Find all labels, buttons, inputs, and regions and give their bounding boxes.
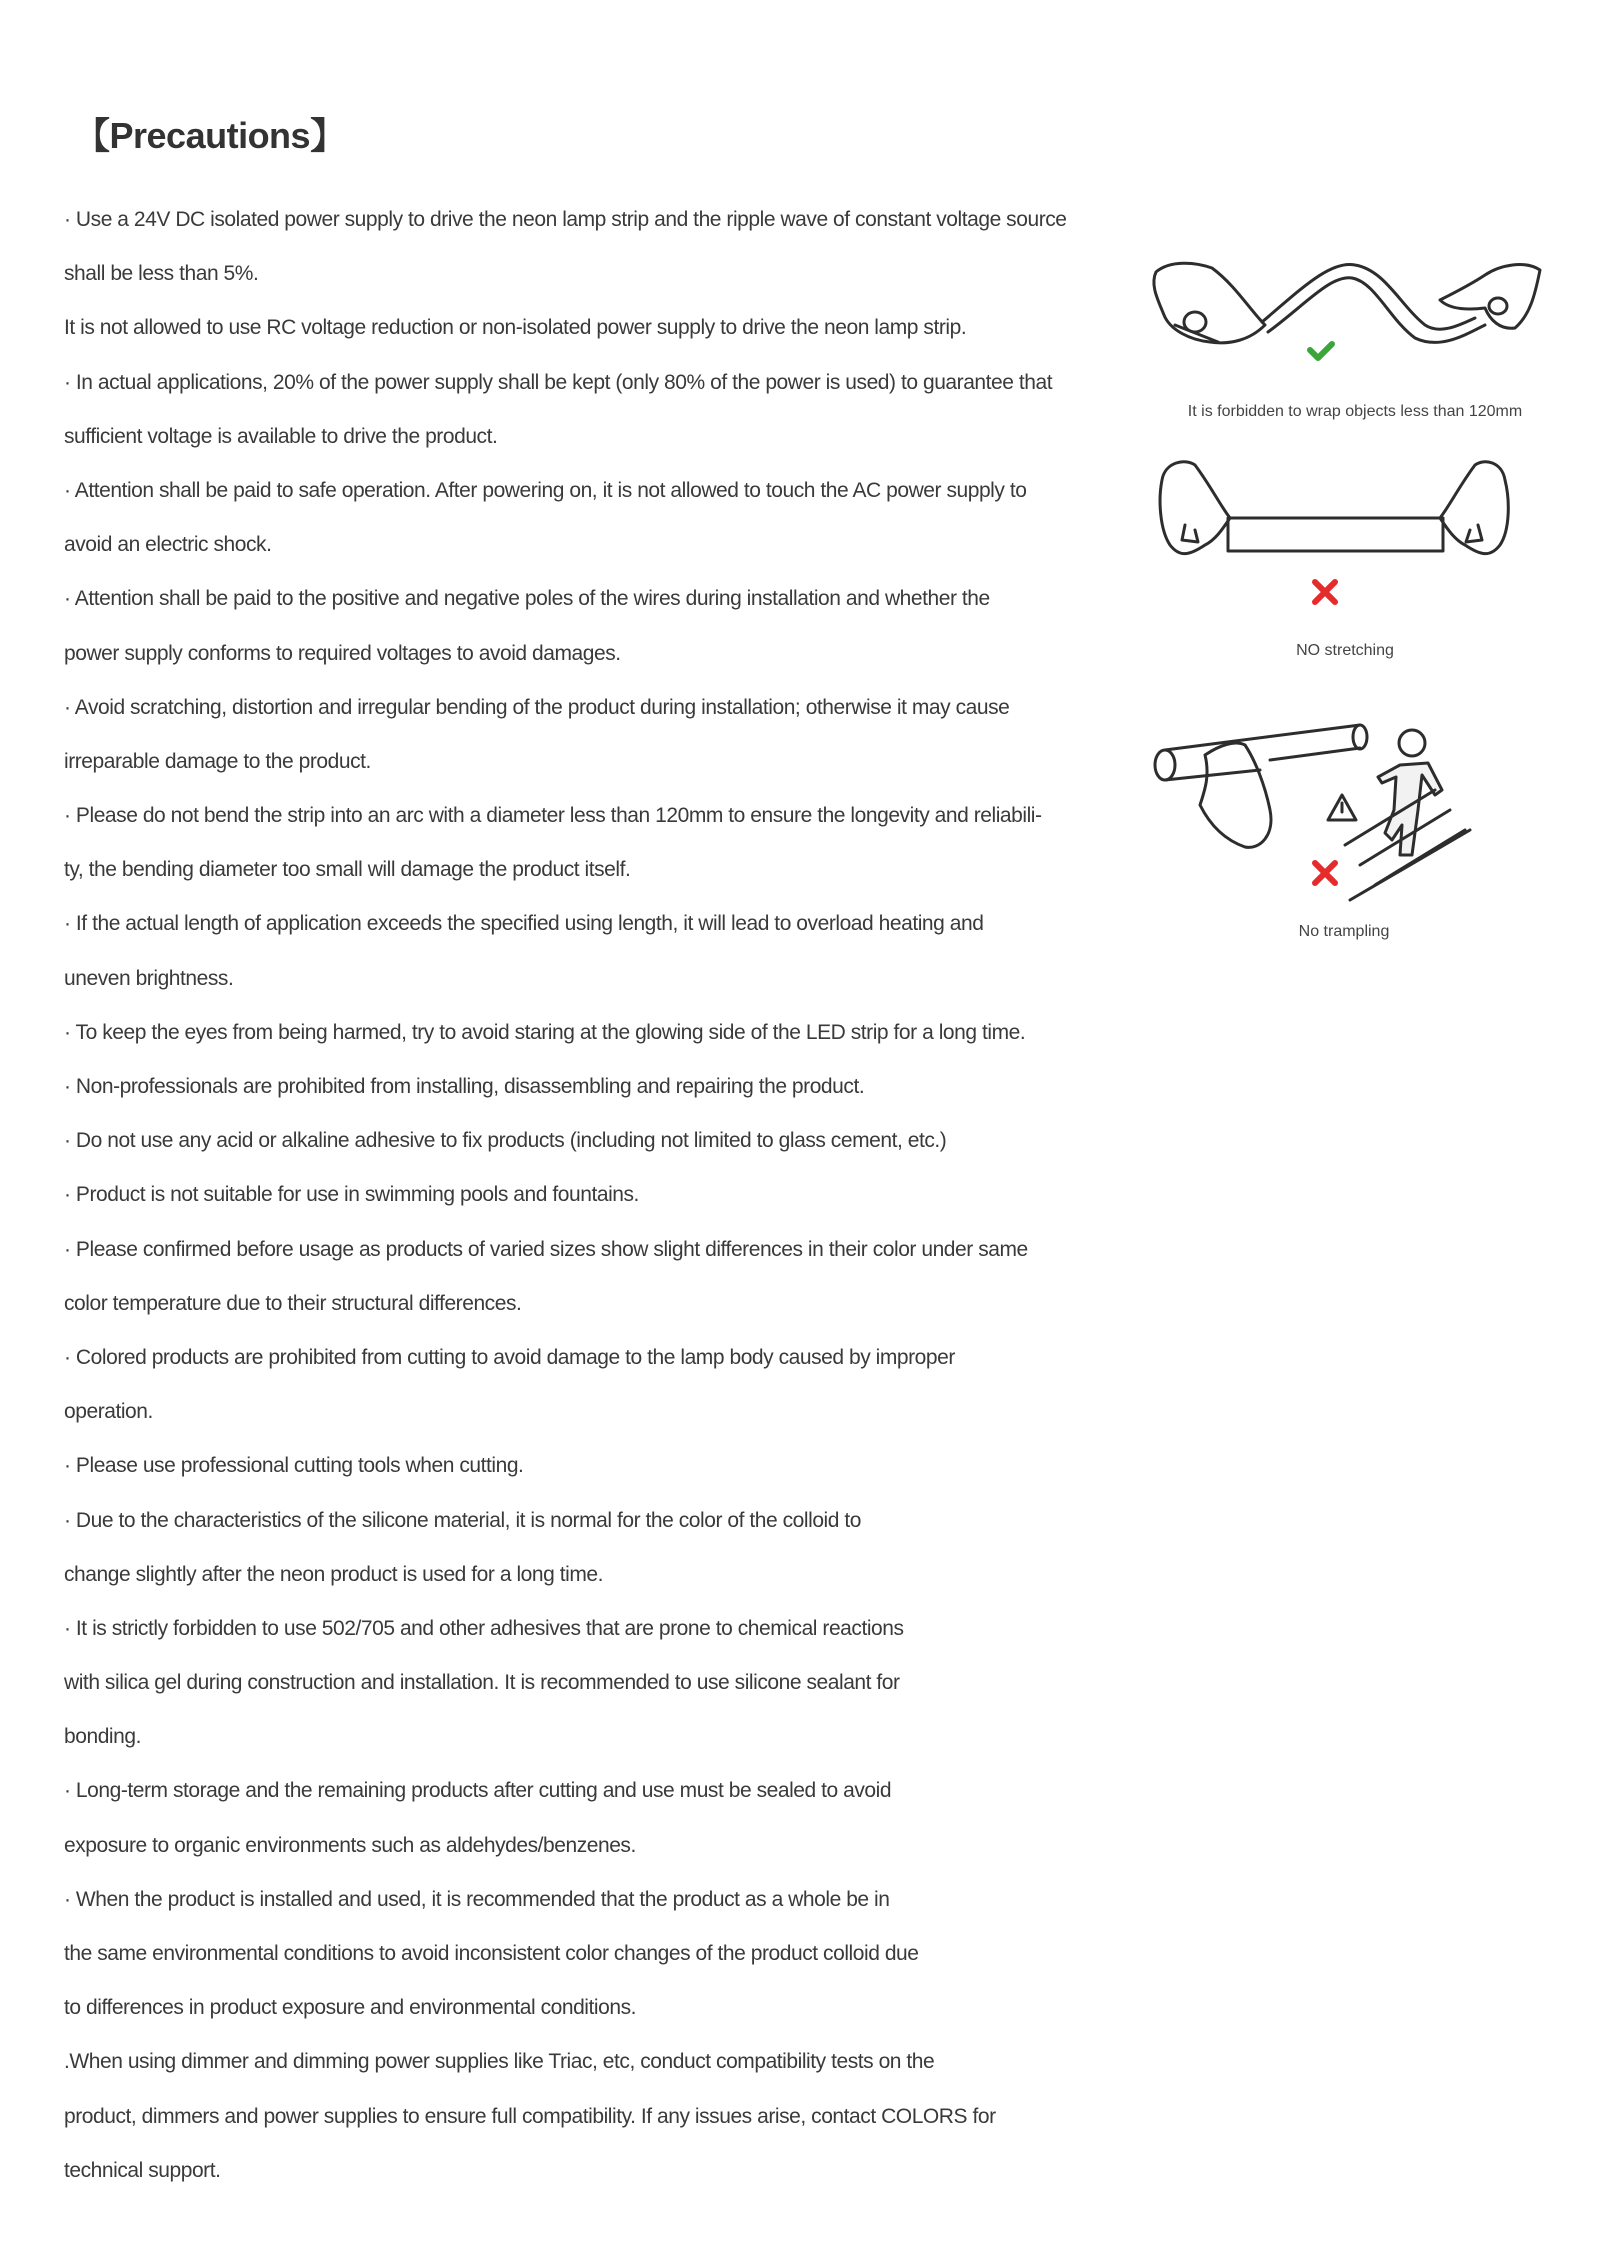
- precaution-line: · Due to the characteristics of the silicone material, it is normal for the color of the colloid to: [64, 1508, 861, 1532]
- precaution-line: sufficient voltage is available to drive the product.: [64, 424, 498, 448]
- stretching-caption: NO stretching: [1296, 642, 1394, 659]
- precaution-line: · Attention shall be paid to the positive and negative poles of the wires during installation and whether the: [64, 587, 990, 611]
- precaution-line: · Long-term storage and the remaining products after cutting and use must be sealed to avoid: [64, 1779, 892, 1803]
- precaution-line: · If the actual length of application exceeds the specified using length, it will lead to overload heating and: [64, 912, 984, 936]
- precaution-line: · Attention shall be paid to safe operation. After powering on, it is not allowed to touch the AC power supply to: [64, 478, 1027, 502]
- precaution-line: with silica gel during construction and installation. It is recommended to use silicone sealant for: [64, 1671, 900, 1695]
- precaution-line: · Non-professionals are prohibited from installing, disassembling and repairing the product.: [64, 1075, 865, 1098]
- trampling-illustration: [1150, 715, 1480, 920]
- precaution-line: · Do not use any acid or alkaline adhesive to fix products (including not limited to glass cement, etc.): [64, 1129, 947, 1153]
- precaution-line: color temperature due to their structural differences.: [64, 1291, 522, 1315]
- check-icon: [1310, 344, 1332, 358]
- precaution-line: power supply conforms to required voltages to avoid damages.: [64, 641, 621, 665]
- bending-caption: It is forbidden to wrap objects less than 120mm: [1187, 403, 1523, 420]
- precaution-line: uneven brightness.: [64, 966, 234, 990]
- precaution-line: · In actual applications, 20% of the power supply shall be kept (only 80% of the power is used) to guarantee that: [64, 370, 1053, 394]
- trampling-caption: No trampling: [1298, 923, 1390, 940]
- cross-icon: [1315, 863, 1335, 883]
- precaution-line: irreparable damage to the product.: [64, 749, 371, 773]
- precaution-line: change slightly after the neon product is used for a long time.: [64, 1562, 603, 1586]
- precaution-line: technical support.: [64, 2158, 221, 2182]
- precaution-line: · Product is not suitable for use in swimming pools and fountains.: [64, 1183, 639, 1207]
- precaution-line: operation.: [64, 1400, 153, 1424]
- precaution-line: · Use a 24V DC isolated power supply to drive the neon lamp strip and the ripple wave of constant voltage source: [64, 208, 1067, 231]
- precaution-line: to differences in product exposure and environmental conditions.: [64, 1996, 637, 2020]
- bending-illustration: [1140, 250, 1560, 400]
- precaution-line: · Avoid scratching, distortion and irregular bending of the product during installation; otherwise it may cause: [64, 695, 1010, 719]
- precautions-list: [64, 193, 1144, 2198]
- precaution-line: ty, the bending diameter too small will damage the product itself.: [64, 858, 631, 882]
- precaution-line: exposure to organic environments such as aldehydes/benzenes.: [64, 1833, 636, 1857]
- precaution-line: · Colored products are prohibited from cutting to avoid damage to the lamp body caused by improper: [64, 1345, 955, 1369]
- precaution-line: · To keep the eyes from being harmed, try to avoid staring at the glowing side of the LED strip for a long time.: [64, 1020, 1026, 1044]
- stretching-illustration: [1150, 450, 1520, 620]
- precaution-line: product, dimmers and power supplies to ensure full compatibility. If any issues arise, contact COLORS for: [64, 2104, 996, 2128]
- precaution-line: shall be less than 5%.: [64, 262, 259, 286]
- precaution-line: · Please confirmed before usage as products of varied sizes show slight differences in their color under same: [64, 1237, 1028, 1261]
- precaution-line: · Please do not bend the strip into an arc with a diameter less than 120mm to ensure the longevity and reliabili-: [64, 804, 1042, 828]
- precaution-line: It is not allowed to use RC voltage reduction or non-isolated power supply to drive the neon lamp strip.: [64, 316, 967, 340]
- page-title: 【Precautions】: [74, 115, 346, 156]
- precaution-line: avoid an electric shock.: [64, 533, 272, 557]
- precaution-line: the same environmental conditions to avoid inconsistent color changes of the product colloid due: [64, 1942, 919, 1965]
- precaution-line: · It is strictly forbidden to use 502/705 and other adhesives that are prone to chemical reactions: [64, 1616, 904, 1640]
- cross-icon: [1315, 582, 1335, 602]
- precaution-line: .When using dimmer and dimming power supplies like Triac, etc, conduct compatibility tests on the: [64, 2050, 935, 2074]
- precaution-line: · Please use professional cutting tools when cutting.: [64, 1454, 524, 1478]
- precaution-line: bonding.: [64, 1725, 141, 1749]
- precaution-line: · When the product is installed and used, it is recommended that the product as a whole be in: [64, 1887, 890, 1911]
